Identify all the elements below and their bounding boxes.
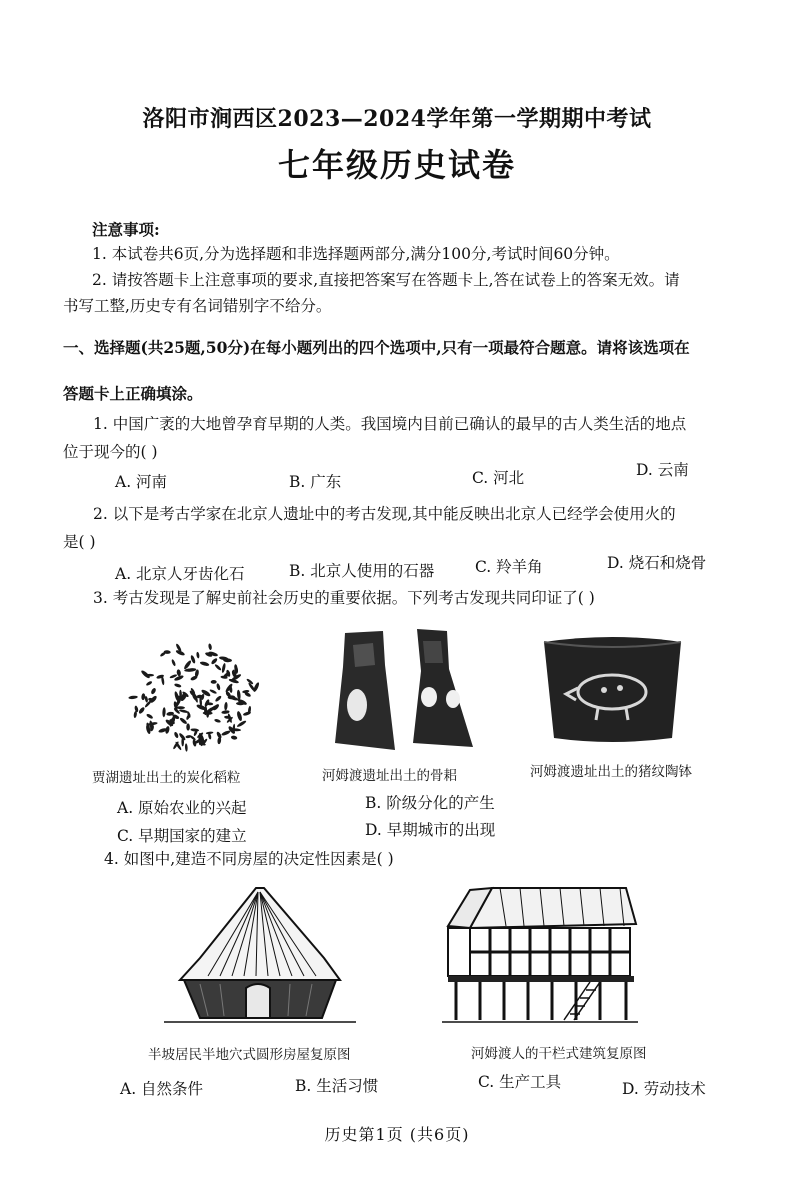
exam-title: 洛阳市涧西区2023—2024学年第一学期期中考试	[142, 106, 652, 132]
bone-spade-figure	[325, 625, 485, 755]
rice-grain	[242, 690, 250, 694]
notice-heading: 注意事项:	[92, 220, 160, 239]
q3-option-d: D. 早期城市的出现	[365, 821, 496, 839]
rice-grain	[171, 659, 176, 667]
rice-grain	[146, 713, 154, 719]
rice-grain	[221, 663, 226, 673]
rice-grain	[165, 726, 170, 734]
rice-grain	[150, 687, 157, 695]
q2-option-a: A. 北京人牙齿化石	[115, 565, 245, 583]
rice-grain	[209, 689, 217, 695]
rice-grain	[211, 680, 217, 684]
rice-grain	[236, 720, 247, 728]
q1-option-c: C. 河北	[472, 469, 525, 487]
q1-stem-line-2: 位于现今的( )	[63, 443, 158, 461]
rice-grain	[203, 711, 213, 715]
rice-grain	[190, 728, 199, 732]
rice-grain	[210, 657, 218, 665]
q3-caption-rice: 贾湖遗址出土的炭化稻粒	[92, 770, 241, 786]
q1-option-d: D. 云南	[636, 461, 689, 479]
rice-grain	[189, 735, 196, 741]
pig-pottery-figure	[540, 630, 685, 745]
rice-grain	[162, 707, 166, 717]
rice-grain	[216, 683, 221, 691]
rice-grain	[196, 652, 200, 659]
q3-option-c: C. 早期国家的建立	[117, 827, 247, 845]
notice-item-2-line-1: 2. 请按答题卡上注意事项的要求,直接把答案写在答题卡上,答在试卷上的答案无效。请	[92, 271, 680, 289]
section-1-line-2: 答题卡上正确填涂。	[63, 384, 203, 403]
rice-grain	[199, 661, 209, 667]
rice-grain	[221, 730, 231, 737]
rice-grain	[231, 735, 238, 740]
page-footer: 历史第1页 (共6页)	[324, 1125, 470, 1144]
q4-caption-hemudu: 河姆渡人的干栏式建筑复原图	[471, 1046, 647, 1062]
q3-stem: 3. 考古发现是了解史前社会历史的重要依据。下列考古发现共同印证了( )	[93, 589, 595, 607]
q3-option-b: B. 阶级分化的产生	[365, 794, 495, 812]
q3-option-a: A. 原始农业的兴起	[117, 799, 247, 817]
q4-caption-banpo: 半坡居民半地穴式圆形房屋复原图	[148, 1047, 351, 1063]
section-1-line-1: 一、选择题(共25题,50分)在每小题列出的四个选项中,只有一项最符合题意。请将该选项在	[63, 338, 690, 357]
rice-grain	[224, 702, 228, 711]
q1-stem-line-1: 1. 中国广袤的大地曾孕育早期的人类。我国境内目前已确认的最早的古人类生活的地点	[93, 415, 687, 433]
rice-grain	[186, 723, 190, 730]
rice-grain	[214, 718, 221, 723]
carbonized-rice-figure	[125, 640, 265, 755]
q4-stem: 4. 如图中,建造不同房屋的决定性因素是( )	[104, 850, 394, 868]
q2-option-d: D. 烧石和烧骨	[607, 554, 707, 572]
notice-item-1: 1. 本试卷共6页,分为选择题和非选择题两部分,满分100分,考试时间60分钟。	[92, 245, 620, 263]
rice-grain	[174, 683, 182, 688]
q4-option-d: D. 劳动技术	[622, 1080, 706, 1098]
hemudu-stilt-house-figure	[440, 880, 640, 1030]
rice-grain	[138, 706, 146, 714]
rice-grain	[208, 643, 212, 650]
q2-option-c: C. 羚羊角	[475, 558, 543, 576]
q4-option-b: B. 生活习惯	[295, 1077, 379, 1095]
rice-grain	[173, 731, 179, 738]
q2-stem-line-2: 是( )	[63, 533, 96, 551]
q4-option-a: A. 自然条件	[120, 1080, 204, 1098]
q3-caption-bone-spade: 河姆渡遗址出土的骨耜	[322, 768, 457, 784]
q4-option-c: C. 生产工具	[478, 1073, 562, 1091]
rice-grain	[214, 663, 222, 671]
q2-stem-line-1: 2. 以下是考古学家在北京人遗址中的考古发现,其中能反映出北京人已经学会使用火的	[93, 505, 676, 523]
q1-option-a: A. 河南	[115, 473, 168, 491]
rice-grain	[214, 695, 222, 703]
rice-grain	[236, 711, 243, 722]
rice-grain	[176, 706, 185, 709]
rice-grain	[185, 743, 188, 751]
rice-grain	[179, 709, 189, 714]
rice-grain	[141, 693, 145, 700]
banpo-house-figure	[160, 880, 360, 1030]
rice-grain	[145, 680, 152, 686]
exam-subtitle: 七年级历史试卷	[277, 146, 516, 184]
notice-item-2-line-2: 书写工整,历史专有名词错别字不给分。	[63, 297, 332, 315]
q2-option-b: B. 北京人使用的石器	[289, 562, 435, 580]
rice-grain	[128, 695, 138, 699]
q1-option-b: B. 广东	[289, 473, 342, 491]
rice-grain	[134, 705, 139, 712]
q3-caption-pottery: 河姆渡遗址出土的猪纹陶钵	[530, 764, 692, 780]
